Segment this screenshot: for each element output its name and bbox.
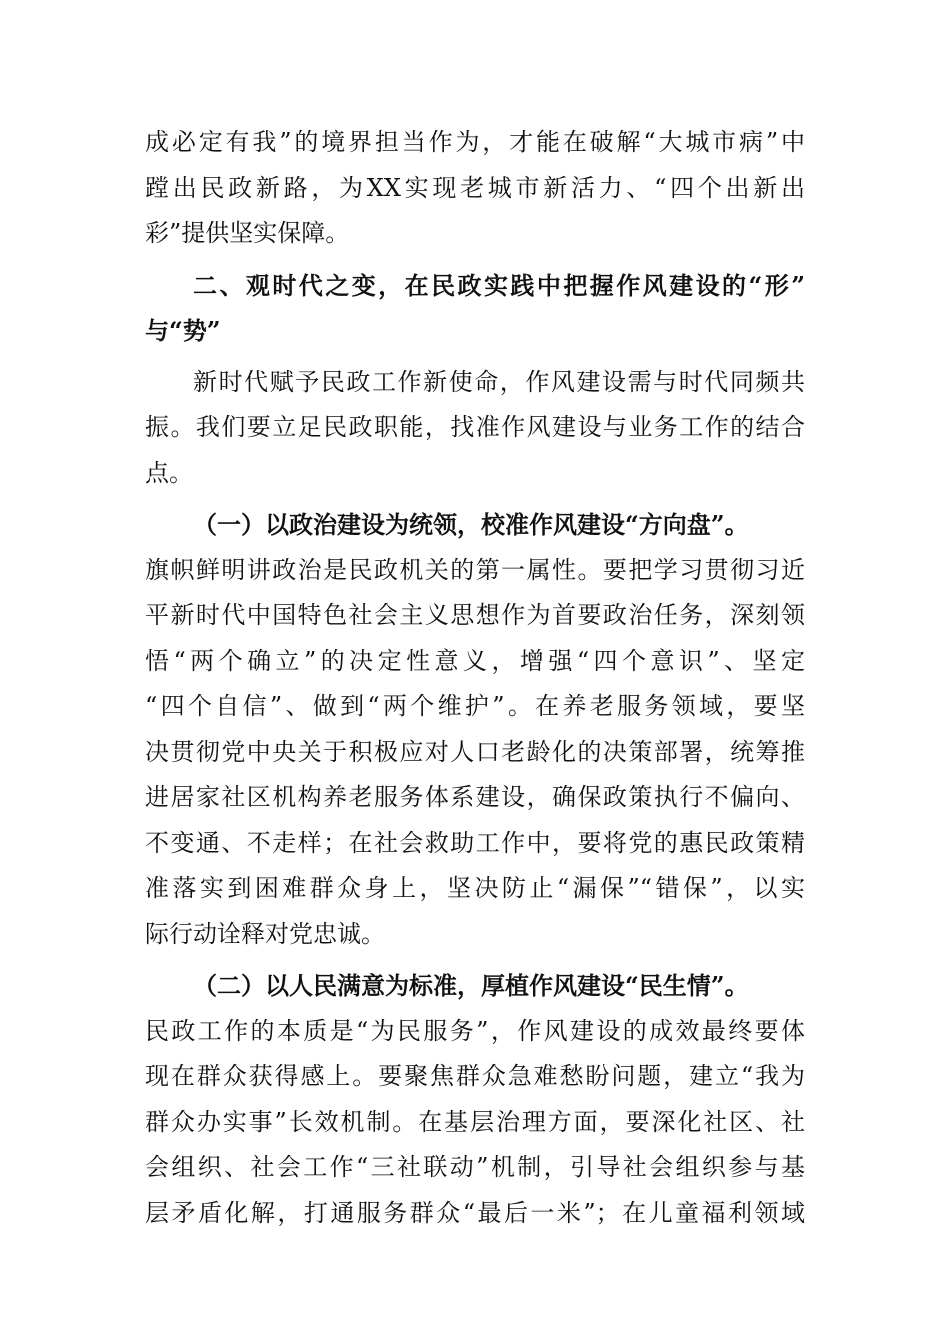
text-line: 决贯彻党中央关于积极应对人口老龄化的决策部署，统筹推 — [145, 737, 805, 766]
subsection-1 — [145, 502, 805, 957]
text-line: 平新时代中国特色社会主义思想作为首要政治任务，深刻领 — [145, 601, 805, 629]
text-line: 进居家社区机构养老服务体系建设，确保政策执行不偏向、 — [145, 783, 805, 811]
text-line: 准落实到困难群众身上，坚决防止“漏保”“错保”，以实 — [145, 874, 805, 902]
text-line: “四个自信”、做到“两个维护”。在养老服务领域，要坚 — [145, 692, 805, 720]
subsection-title: （二）以人民满意为标准，厚植作风建设“民生情”。 — [193, 971, 749, 1000]
text-line: 民政工作的本质是“为民服务”，作风建设的成效最终要体 — [145, 1016, 805, 1045]
text-line: 会组织、社会工作“三社联动”机制，引导社会组织参与基 — [145, 1153, 805, 1181]
text-line: 不变通、不走样；在社会救助工作中，要将党的惠民政策精 — [145, 828, 805, 857]
text-line: 悟“两个确立”的决定性意义，增强“四个意识”、坚定 — [145, 646, 805, 675]
section-intro-paragraph — [145, 360, 805, 497]
text-line: 成必定有我”的境界担当作为，才能在破解“大城市病”中 — [145, 128, 805, 156]
paragraph-continuation — [145, 120, 805, 257]
text-line: 现在群众获得感上。要聚焦群众急难愁盼问题，建立“我为 — [145, 1062, 805, 1090]
text-line: 新时代赋予民政工作新使命，作风建设需与时代同频共 — [193, 367, 805, 396]
text-line: 点。 — [145, 458, 193, 487]
text-line: 层矛盾化解，打通服务群众“最后一米”；在儿童福利领域 — [145, 1198, 805, 1227]
document-body — [145, 120, 805, 1236]
text-line: 际行动诠释对党忠诚。 — [145, 919, 385, 948]
text-line: 蹚出民政新路，为XX实现老城市新活力、“四个出新出 — [145, 173, 805, 202]
text-line: 群众办实事”长效机制。在基层治理方面，要深化社区、社 — [145, 1107, 805, 1136]
text-line: 彩”提供坚实保障。 — [145, 219, 350, 247]
heading-line: 与“势” — [145, 316, 221, 345]
heading-line: 二、观时代之变，在民政实践中把握作风建设的“形” — [193, 270, 805, 300]
text-line: 振。我们要立足民政职能，找准作风建设与业务工作的结合 — [145, 413, 805, 441]
subsection-2 — [145, 963, 805, 1236]
subsection-title: （一）以政治建设为统领，校准作风建设“方向盘”。 — [193, 510, 749, 539]
section-heading — [145, 263, 805, 354]
text-line: 旗帜鲜明讲政治是民政机关的第一属性。要把学习贯彻习近 — [145, 555, 805, 584]
